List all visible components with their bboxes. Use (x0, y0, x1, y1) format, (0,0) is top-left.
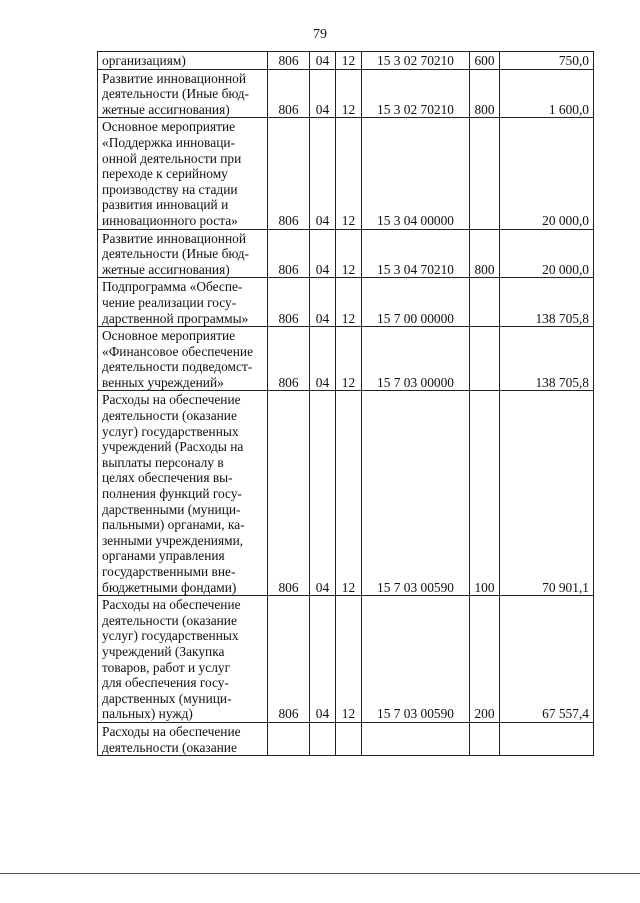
bottom-divider (0, 873, 640, 874)
table-row (98, 278, 594, 327)
amount-cell: 138 705,8 (500, 278, 594, 327)
budget-table (97, 51, 594, 756)
table-body (98, 52, 594, 756)
table-row (98, 69, 594, 118)
expense-name-cell: Основное мероприятие «Поддержка инновaци- онной деятельности при переходе к серийному производству на стадии развития инноваций и инновационного роста» (98, 118, 268, 229)
amount-cell (500, 722, 594, 755)
section-code-cell: 04 (310, 391, 336, 596)
ministry-code-cell: 806 (268, 327, 310, 391)
expense-type-cell: 600 (470, 52, 500, 70)
subsection-code-cell: 12 (336, 327, 362, 391)
table-row (98, 118, 594, 229)
ministry-code-cell: 806 (268, 391, 310, 596)
table-row (98, 596, 594, 723)
section-code-cell: 04 (310, 327, 336, 391)
subsection-code-cell: 12 (336, 69, 362, 118)
amount-cell: 20 000,0 (500, 118, 594, 229)
page-number: 79 (313, 27, 327, 42)
table-row (98, 52, 594, 70)
amount-cell: 750,0 (500, 52, 594, 70)
expense-type-cell: 200 (470, 596, 500, 723)
table-row (98, 391, 594, 596)
amount-cell: 20 000,0 (500, 229, 594, 278)
target-article-cell: 15 3 04 70210 (362, 229, 470, 278)
amount-cell: 67 557,4 (500, 596, 594, 723)
target-article-cell: 15 7 03 00590 (362, 596, 470, 723)
table-row (98, 722, 594, 755)
target-article-cell: 15 7 03 00000 (362, 327, 470, 391)
subsection-code-cell: 12 (336, 52, 362, 70)
section-code-cell: 04 (310, 596, 336, 723)
section-code-cell (310, 722, 336, 755)
target-article-cell: 15 3 02 70210 (362, 69, 470, 118)
section-code-cell: 04 (310, 118, 336, 229)
expense-type-cell: 800 (470, 69, 500, 118)
expense-type-cell: 100 (470, 391, 500, 596)
target-article-cell: 15 3 04 00000 (362, 118, 470, 229)
ministry-code-cell: 806 (268, 596, 310, 723)
ministry-code-cell: 806 (268, 52, 310, 70)
expense-name-cell: Расходы на обеспечение деятельности (оказание услуг) государственных учреждений (Расходы на выплаты персоналу в целях обеспечения вы- полнения функций госу- дарственными (муници- пальными) органами, ка- зенными учреждениями, органами управления государственными вне- бюджетными фондами) (98, 391, 268, 596)
expense-type-cell (470, 722, 500, 755)
target-article-cell: 15 7 03 00590 (362, 391, 470, 596)
expense-type-cell (470, 278, 500, 327)
expense-type-cell (470, 118, 500, 229)
subsection-code-cell (336, 722, 362, 755)
amount-cell: 138 705,8 (500, 327, 594, 391)
ministry-code-cell: 806 (268, 69, 310, 118)
expense-name-cell: Расходы на обеспечение деятельности (оказание услуг) государственных учреждений (Закупка товаров, работ и услуг для обеспечения госу- дарственных (муници- пальных) нужд) (98, 596, 268, 723)
ministry-code-cell: 806 (268, 278, 310, 327)
subsection-code-cell: 12 (336, 229, 362, 278)
subsection-code-cell: 12 (336, 118, 362, 229)
subsection-code-cell: 12 (336, 596, 362, 723)
expense-name-cell: Основное мероприятие «Финансовое обеспечение деятельности подведомст- венных учреждений» (98, 327, 268, 391)
table-row (98, 229, 594, 278)
target-article-cell: 15 3 02 70210 (362, 52, 470, 70)
expense-name-cell: Развитие инновационной деятельности (Иные бюд- жетные ассигнования) (98, 229, 268, 278)
subsection-code-cell: 12 (336, 391, 362, 596)
expense-type-cell: 800 (470, 229, 500, 278)
section-code-cell: 04 (310, 52, 336, 70)
section-code-cell: 04 (310, 69, 336, 118)
amount-cell: 1 600,0 (500, 69, 594, 118)
ministry-code-cell (268, 722, 310, 755)
section-code-cell: 04 (310, 278, 336, 327)
subsection-code-cell: 12 (336, 278, 362, 327)
section-code-cell: 04 (310, 229, 336, 278)
expense-name-cell: организациям) (98, 52, 268, 70)
target-article-cell: 15 7 00 00000 (362, 278, 470, 327)
expense-name-cell: Развитие инновационной деятельности (Иные бюд- жетные ассигнования) (98, 69, 268, 118)
target-article-cell (362, 722, 470, 755)
expense-name-cell: Подпрограмма «Обеспе- чение реализации госу- дарственной программы» (98, 278, 268, 327)
amount-cell: 70 901,1 (500, 391, 594, 596)
table-row (98, 327, 594, 391)
expense-type-cell (470, 327, 500, 391)
ministry-code-cell: 806 (268, 229, 310, 278)
expense-name-cell: Расходы на обеспечение деятельности (оказание (98, 722, 268, 755)
ministry-code-cell: 806 (268, 118, 310, 229)
